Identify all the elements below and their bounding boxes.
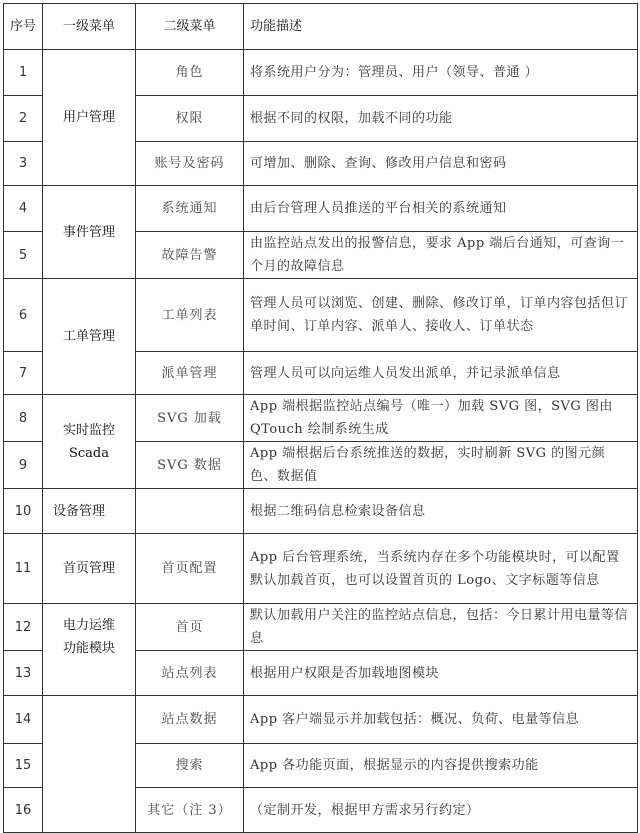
- row-num: 8: [4, 395, 43, 442]
- row-num: 13: [4, 651, 43, 696]
- table-row: [4, 186, 638, 232]
- row-num: 4: [4, 186, 43, 232]
- level2-cell: 账号及密码: [136, 142, 244, 186]
- row-num: 11: [4, 534, 43, 604]
- header-description: 功能描述: [244, 4, 638, 50]
- row-num: 9: [4, 442, 43, 489]
- level2-cell: 权限: [136, 96, 244, 142]
- row-num: 15: [4, 744, 43, 788]
- row-num: 1: [4, 50, 43, 96]
- row-num: 5: [4, 232, 43, 279]
- row-num: 3: [4, 142, 43, 186]
- description-cell: 默认加载用户关注的监控站点信息，包括：今日累计用电量等信息: [244, 604, 638, 651]
- table-row: [4, 534, 638, 604]
- description-cell: App 后台管理系统，当系统内存在多个功能模块时，可以配置默认加载首页，也可以设置首页的 Logo、文字标题等信息: [244, 534, 638, 604]
- level1-device-management: 设备管理: [43, 489, 136, 534]
- description-cell: App 端根据监控站点编号（唯一）加载 SVG 图，SVG 图由 QTouch 绘制系统生成: [244, 395, 638, 442]
- table-row: [4, 279, 638, 352]
- description-cell: 根据用户权限是否加载地图模块: [244, 651, 638, 696]
- header-num: 序号: [4, 4, 43, 50]
- row-num: 16: [4, 788, 43, 833]
- description-cell: （定制开发，根据甲方需求另行约定）: [244, 788, 638, 833]
- row-num: 12: [4, 604, 43, 651]
- level1-empty: [43, 696, 136, 833]
- description-cell: 由监控站点发出的报警信息，要求 App 端后台通知，可查询一个月的故障信息: [244, 232, 638, 279]
- table-row: [4, 604, 638, 651]
- header-level1: 一级菜单: [43, 4, 136, 50]
- level2-cell: 其它（注 3）: [136, 788, 244, 833]
- level2-cell: SVG 数据: [136, 442, 244, 489]
- description-cell: 将系统用户分为：管理员、用户（领导、普通 ）: [244, 50, 638, 96]
- table-row: [4, 489, 638, 534]
- level1-realtime-scada: [43, 395, 136, 489]
- level2-cell: [136, 489, 244, 534]
- level2-cell: SVG 加载: [136, 395, 244, 442]
- table-row: [4, 696, 638, 744]
- header-level2: 二级菜单: [136, 4, 244, 50]
- description-cell: 由后台管理人员推送的平台相关的系统通知: [244, 186, 638, 232]
- row-num: 10: [4, 489, 43, 534]
- level2-cell: 系统通知: [136, 186, 244, 232]
- level2-cell: 首页配置: [136, 534, 244, 604]
- level1-power-line1: 电力运维: [62, 618, 115, 633]
- row-num: 2: [4, 96, 43, 142]
- description-cell: 根据二维码信息检索设备信息: [244, 489, 638, 534]
- level2-cell: 搜索: [136, 744, 244, 788]
- description-cell: 管理人员可以浏览、创建、删除、修改订单，订单内容包括但订单时间、订单内容、派单人、接收人、订单状态: [244, 279, 638, 352]
- description-cell: App 各功能页面，根据显示的内容提供搜索功能: [244, 744, 638, 788]
- row-num: 6: [4, 279, 43, 352]
- level1-user-management: 用户管理: [43, 50, 136, 186]
- description-cell: 可增加、删除、查询、修改用户信息和密码: [244, 142, 638, 186]
- row-num: 14: [4, 696, 43, 744]
- function-spec-table: [3, 3, 638, 833]
- level2-cell: 首页: [136, 604, 244, 651]
- header-row: [4, 4, 638, 50]
- level1-workorder-management: 工单管理: [43, 279, 136, 395]
- level2-cell: 站点列表: [136, 651, 244, 696]
- level1-event-management: 事件管理: [43, 186, 136, 279]
- level2-cell: 故障告警: [136, 232, 244, 279]
- level1-realtime-line2: Scada: [68, 445, 109, 461]
- description-cell: App 端根据后台系统推送的数据，实时刷新 SVG 的图元颜色、数据值: [244, 442, 638, 489]
- level1-realtime-line1: 实时监控: [62, 422, 115, 438]
- description-cell: App 客户端显示并加载包括：概况、负荷、电量等信息: [244, 696, 638, 744]
- description-cell: 管理人员可以向运维人员发出派单，并记录派单信息: [244, 352, 638, 395]
- table-row: [4, 395, 638, 442]
- row-num: 7: [4, 352, 43, 395]
- description-cell: 根据不同的权限，加载不同的功能: [244, 96, 638, 142]
- level1-power-line2: 功能模块: [62, 641, 115, 656]
- level1-power-om-module: [43, 604, 136, 696]
- level2-cell: 角色: [136, 50, 244, 96]
- level2-cell: 工单列表: [136, 279, 244, 352]
- level2-cell: 派单管理: [136, 352, 244, 395]
- level1-home-management: 首页管理: [43, 534, 136, 604]
- level2-cell: 站点数据: [136, 696, 244, 744]
- table-row: [4, 50, 638, 96]
